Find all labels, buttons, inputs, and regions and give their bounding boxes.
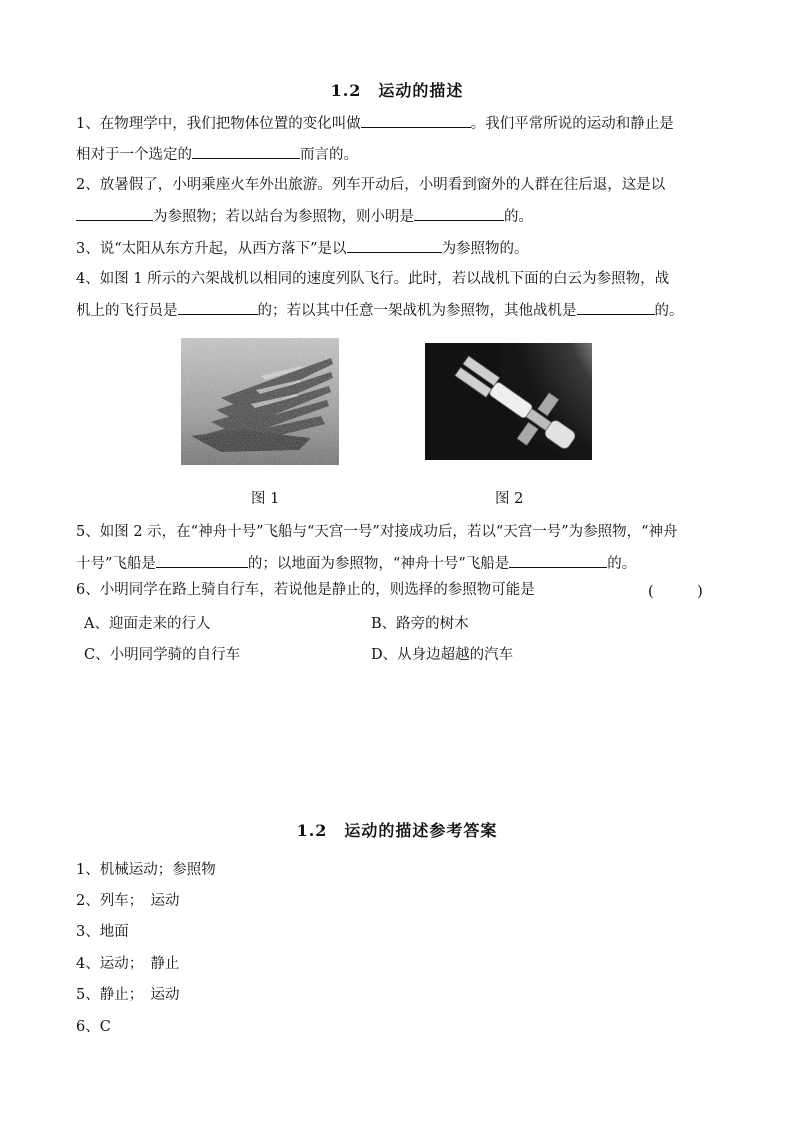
question-5-text-d: 的。 (607, 556, 637, 572)
question-2-line-1 (76, 175, 665, 195)
answer-item: 3、地面 (76, 924, 129, 940)
question-5-text-c: 的；以地面为参照物，“神舟十号”飞船是 (247, 556, 510, 572)
question-2-text-c: 的。 (504, 209, 533, 225)
answer-item: 6、C (76, 1019, 111, 1035)
answer-blank[interactable] (156, 553, 248, 568)
question-3-text-b: 为参照物的。 (441, 241, 529, 257)
option-c[interactable]: C、小明同学骑的自行车 (84, 647, 241, 663)
answer-blank[interactable] (76, 206, 153, 221)
figure-1-fighter-jets-image (181, 338, 339, 465)
answer-item: 5、静止； 运动 (76, 987, 180, 1003)
answer-item: 1、机械运动；参照物 (76, 862, 216, 878)
answers-title: 1.2 运动的描述参考答案 (296, 821, 498, 840)
option-a[interactable]: A、迎面走来的行人 (84, 616, 211, 632)
option-b[interactable]: B、路旁的树木 (371, 616, 469, 632)
question-1-text-b: 。我们平常所说的运动和静止是 (470, 116, 674, 132)
question-4-line-1 (76, 269, 669, 289)
answer-blank[interactable] (192, 144, 300, 159)
question-1-text-d: 而言的。 (300, 147, 358, 163)
question-5-line-1 (76, 522, 678, 542)
answer-item: 2、列车； 运动 (76, 893, 180, 909)
answer-blank[interactable] (178, 300, 258, 315)
question-6-stem: 6、小明同学在路上骑自行车，若说他是静止的，则选择的参照物可能是 (76, 582, 535, 598)
question-2-text-a: 2、放暑假了，小明乘座火车外出旅游。列车开动后，小明看到窗外的人群在往后退，这是以 (76, 177, 666, 193)
answer-blank[interactable] (509, 553, 607, 568)
question-4-text-d: 的。 (654, 303, 684, 319)
answer-item: 4、运动； 静止 (76, 956, 180, 972)
answer-blank[interactable] (577, 300, 655, 315)
question-4-text-c: 的；若以其中任意一架战机为参照物，其他战机是 (257, 303, 577, 319)
question-4-text-a: 4、如图 1 所示的六架战机以相同的速度列队飞行。此时，若以战机下面的白云为参照物，战 (76, 271, 670, 287)
question-1-line-1 (76, 113, 674, 134)
figure-2-caption: 图 2 (495, 491, 524, 507)
answer-blank[interactable] (347, 238, 442, 253)
answer-blank[interactable] (361, 113, 471, 128)
question-4-line-2 (76, 300, 684, 321)
question-4-text-b: 机上的飞行员是 (76, 303, 178, 319)
answer-blank[interactable] (414, 206, 504, 221)
figure-1-caption: 图 1 (251, 491, 280, 507)
question-1-line-2 (76, 144, 358, 165)
figure-2-spacecraft-image (425, 343, 592, 460)
question-2-line-2 (76, 206, 533, 227)
option-d[interactable]: D、从身边超越的汽车 (371, 647, 514, 663)
question-1-text-a: 1、在物理学中，我们把物体位置的变化叫做 (76, 116, 361, 132)
answer-parentheses[interactable]: ( ) (648, 584, 703, 600)
worksheet-title: 1.2 运动的描述 (330, 81, 464, 100)
question-3-text-a: 3、说“太阳从东方升起，从西方落下”是以 (76, 241, 347, 257)
question-5-text-a: 5、如图 2 示，在“神舟十号”飞船与“天宫一号”对接成功后，若以“天宫一号”为参照物，“神舟 (76, 524, 678, 540)
question-5-text-b: 十号”飞船是 (76, 556, 156, 572)
question-2-text-b: 为参照物；若以站台为参照物，则小明是 (153, 209, 414, 225)
question-3-line (76, 238, 529, 259)
question-5-line-2 (76, 553, 636, 574)
question-1-text-c: 相对于一个选定的 (76, 147, 192, 163)
